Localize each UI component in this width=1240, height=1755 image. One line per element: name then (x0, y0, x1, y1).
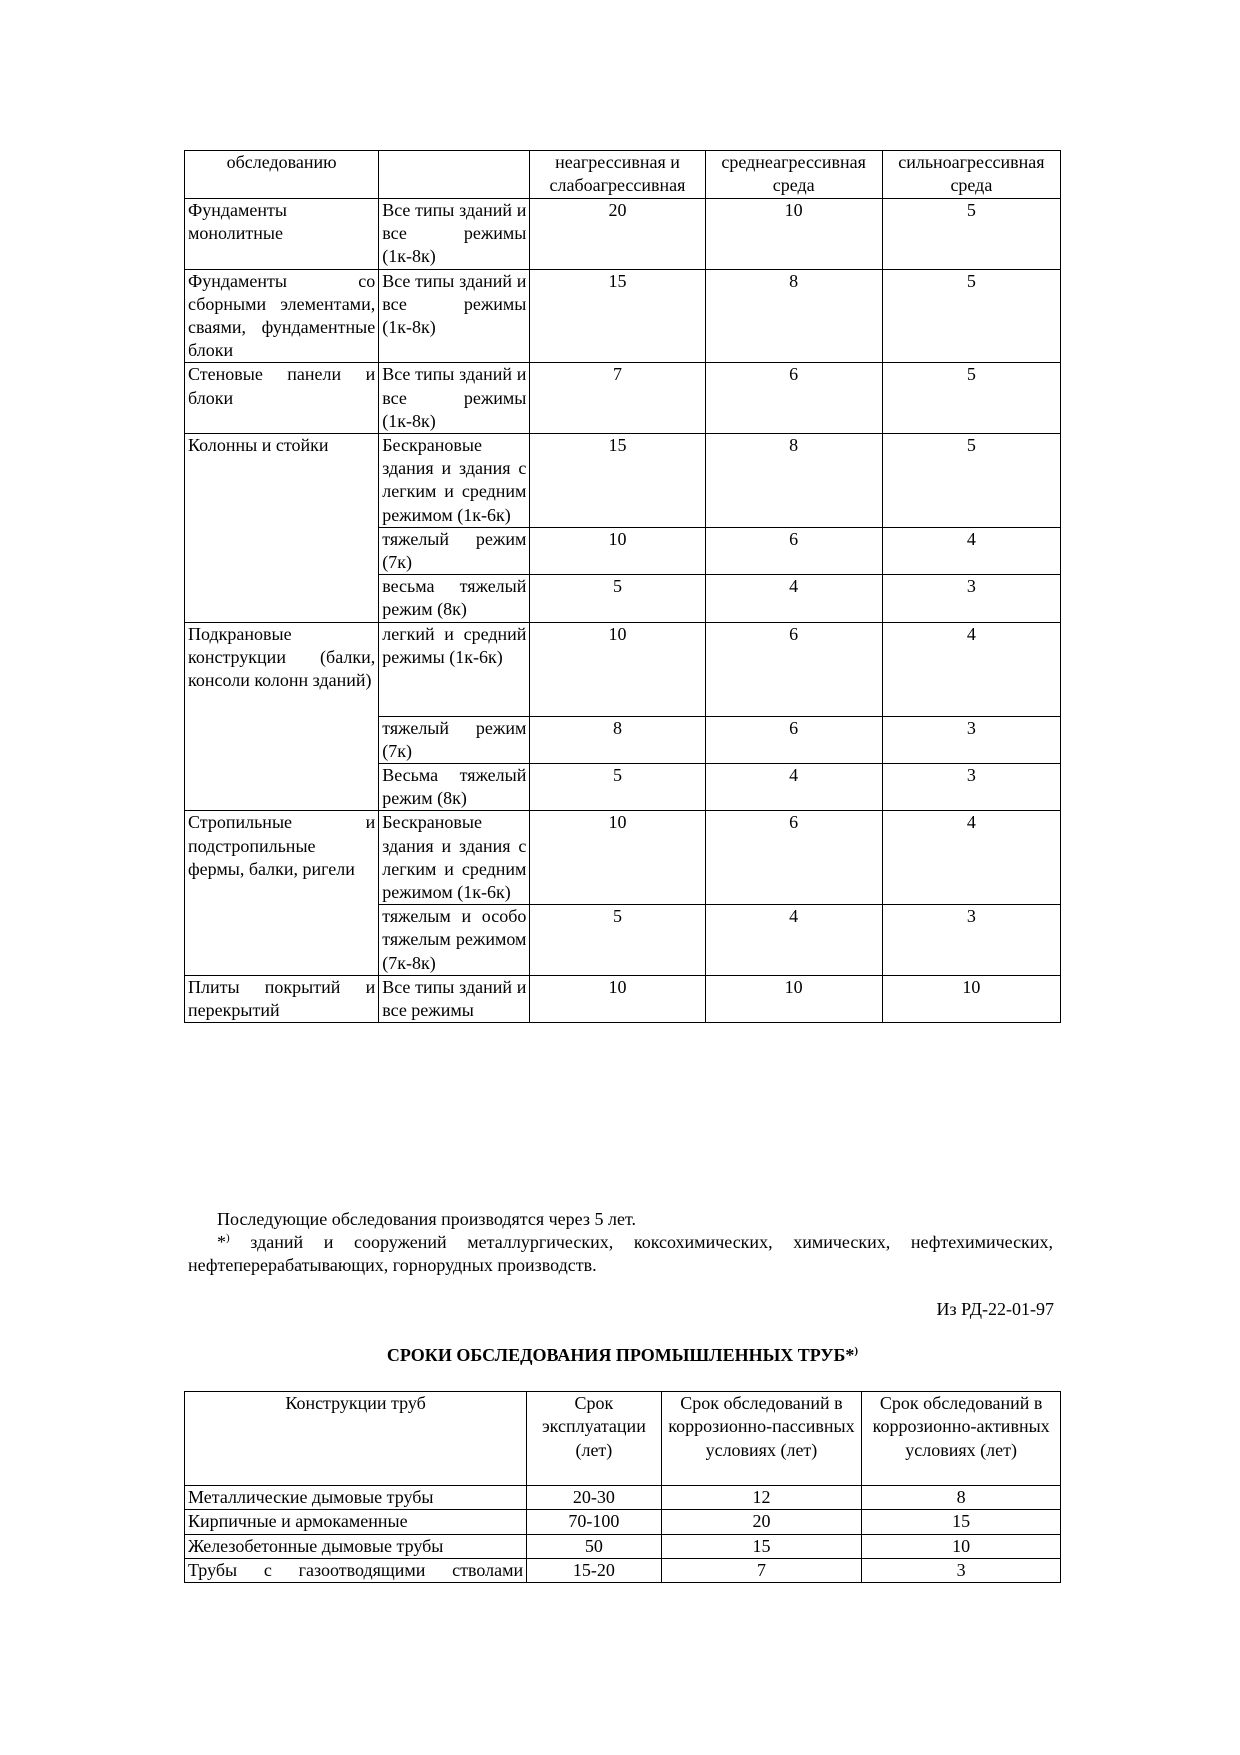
value-cell: 5 (530, 905, 705, 976)
value-cell: 3 (882, 764, 1060, 811)
value-cell: 4 (882, 622, 1060, 716)
active-term-cell: 10 (862, 1534, 1061, 1558)
value-cell: 6 (705, 811, 882, 905)
construction-cell: Стропильные и подстропильные фермы, балки, ригели (185, 811, 379, 975)
value-cell: 4 (705, 764, 882, 811)
value-cell: 10 (882, 975, 1060, 1022)
mode-cell: Весьма тяжелый режим (8к) (379, 764, 530, 811)
value-cell: 20 (530, 199, 705, 270)
header-cell-nonaggressive: неагрессивная и слабоагрессивная (530, 151, 705, 199)
header-cell-mode (379, 151, 530, 199)
value-cell: 6 (705, 622, 882, 716)
table-row (185, 269, 1061, 363)
value-cell: 6 (705, 527, 882, 574)
construction-cell: Плиты покрытий и перекрытий (185, 975, 379, 1022)
pipe-name-cell: Металлические дымовые трубы (185, 1486, 527, 1510)
section-title (184, 1345, 1061, 1366)
inspection-terms-table (184, 150, 1061, 1023)
value-cell: 10 (530, 811, 705, 905)
note-next-inspection: Последующие обследования производятся через 5 лет. (217, 1209, 636, 1229)
table-row (185, 1534, 1061, 1558)
construction-cell: Стеновые панели и блоки (185, 363, 379, 434)
construction-cell: Фундаменты со сборными элементами, сваями, фундаментные блоки (185, 269, 379, 363)
header-cell-passive-conditions: Срок обследований в коррозионно-пассивных условиях (лет) (661, 1392, 862, 1486)
service-life-cell: 50 (527, 1534, 661, 1558)
pipe-name-cell: Кирпичные и армокаменные (185, 1510, 527, 1534)
construction-cell: Фундаменты монолитные (185, 199, 379, 270)
section-title-text: СРОКИ ОБСЛЕДОВАНИЯ ПРОМЫШЛЕННЫХ ТРУБ* (386, 1345, 855, 1365)
pipe-name-cell: Железобетонные дымовые трубы (185, 1534, 527, 1558)
value-cell: 5 (882, 269, 1060, 363)
table-row (185, 1486, 1061, 1510)
pipes-inspection-table (184, 1391, 1061, 1583)
value-cell: 4 (882, 527, 1060, 574)
header-cell-construction: обследованию (185, 151, 379, 199)
service-life-cell: 20-30 (527, 1486, 661, 1510)
mode-cell: весьма тяжелый режим (8к) (379, 575, 530, 622)
footnote-mark: * (217, 1232, 226, 1252)
passive-term-cell: 15 (661, 1534, 862, 1558)
mode-cell: Бескрановые здания и здания с легким и средним режимом (1к-6к) (379, 811, 530, 905)
value-cell: 3 (882, 905, 1060, 976)
value-cell: 6 (705, 363, 882, 434)
mode-cell: тяжелый режим (7к) (379, 527, 530, 574)
table-header-row (185, 151, 1061, 199)
active-term-cell: 15 (862, 1510, 1061, 1534)
value-cell: 4 (882, 811, 1060, 905)
mode-cell: тяжелый режим (7к) (379, 716, 530, 763)
footnote-text: зданий и сооружений металлургических, коксохимических, химических, нефтехимических, нефтеперерабатывающих, горнорудных производств. (188, 1232, 1053, 1275)
construction-cell: Колонны и стойки (185, 434, 379, 623)
value-cell: 10 (705, 199, 882, 270)
value-cell: 7 (530, 363, 705, 434)
value-cell: 3 (882, 575, 1060, 622)
section-title-sup: ) (854, 1345, 859, 1357)
value-cell: 5 (882, 199, 1060, 270)
value-cell: 8 (530, 716, 705, 763)
mode-cell: тяжелым и особо тяжелым режимом (7к-8к) (379, 905, 530, 976)
value-cell: 5 (530, 764, 705, 811)
table-row (185, 363, 1061, 434)
mode-cell: Все типы зданий и все режимы (1к-8к) (379, 363, 530, 434)
value-cell: 5 (882, 363, 1060, 434)
value-cell: 3 (882, 716, 1060, 763)
value-cell: 5 (530, 575, 705, 622)
value-cell: 15 (530, 434, 705, 528)
footnote-sup: ) (226, 1232, 230, 1244)
mode-cell: Все типы зданий и все режимы (1к-8к) (379, 269, 530, 363)
value-cell: 10 (530, 622, 705, 716)
header-cell-medium-aggressive: среднеагрессивная среда (705, 151, 882, 199)
footnote (188, 1231, 1053, 1277)
active-term-cell: 8 (862, 1486, 1061, 1510)
mode-cell: Все типы зданий и все режимы (1к-8к) (379, 199, 530, 270)
table-row (185, 622, 1061, 716)
passive-term-cell: 12 (661, 1486, 862, 1510)
value-cell: 8 (705, 434, 882, 528)
pipe-name-cell: Трубы с газоотводящими стволами (185, 1558, 527, 1582)
passive-term-cell: 20 (661, 1510, 862, 1534)
table-row (185, 434, 1061, 528)
value-cell: 10 (530, 975, 705, 1022)
value-cell: 15 (530, 269, 705, 363)
header-cell-pipe-construction: Конструкции труб (185, 1392, 527, 1486)
service-life-cell: 15-20 (527, 1558, 661, 1582)
mode-cell: Бескрановые здания и здания с легким и средним режимом (1к-6к) (379, 434, 530, 528)
header-cell-service-life: Срок эксплуатации (лет) (527, 1392, 661, 1486)
mode-cell: легкий и средний режимы (1к-6к) (379, 622, 530, 716)
source-reference: Из РД-22-01-97 (936, 1299, 1054, 1319)
value-cell: 8 (705, 269, 882, 363)
active-term-cell: 3 (862, 1558, 1061, 1582)
table-row (185, 811, 1061, 905)
value-cell: 6 (705, 716, 882, 763)
table-header-row (185, 1392, 1061, 1486)
passive-term-cell: 7 (661, 1558, 862, 1582)
header-cell-strong-aggressive: сильноагрессивная среда (882, 151, 1060, 199)
construction-cell: Подкрановые конструкции (балки, консоли колонн зданий) (185, 622, 379, 811)
table-row (185, 1510, 1061, 1534)
value-cell: 10 (705, 975, 882, 1022)
table-row (185, 975, 1061, 1022)
notes (188, 1208, 1053, 1277)
mode-cell: Все типы зданий и все режимы (379, 975, 530, 1022)
value-cell: 4 (705, 905, 882, 976)
value-cell: 10 (530, 527, 705, 574)
table-row (185, 199, 1061, 270)
header-cell-active-conditions: Срок обследований в коррозионно-активных условиях (лет) (862, 1392, 1061, 1486)
table-row (185, 1558, 1061, 1582)
service-life-cell: 70-100 (527, 1510, 661, 1534)
value-cell: 4 (705, 575, 882, 622)
value-cell: 5 (882, 434, 1060, 528)
